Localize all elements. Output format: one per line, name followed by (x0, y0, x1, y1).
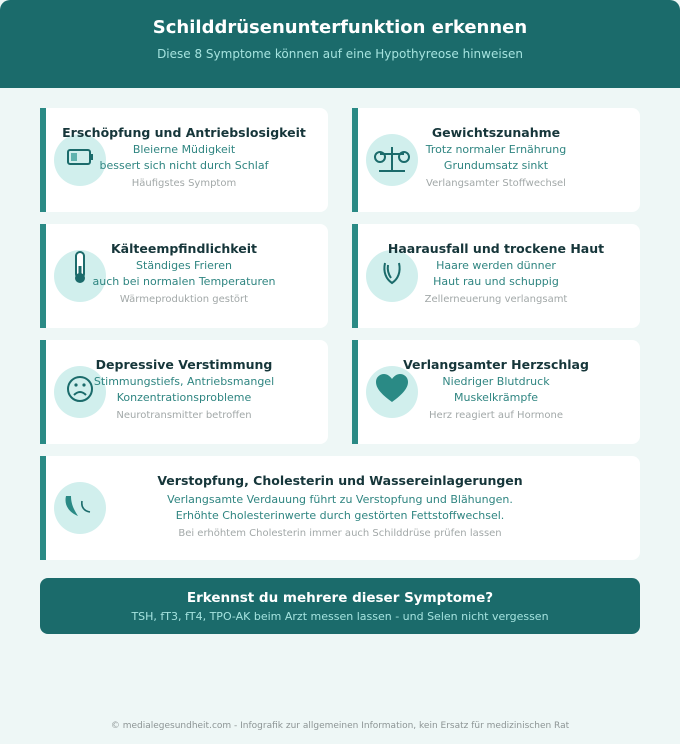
card-line: Haut rau und schuppig (433, 275, 559, 288)
card-line: Konzentrationsprobleme (116, 391, 252, 404)
card-text (352, 357, 640, 423)
card-line: Stimmungstiefs, Antriebsmangel (93, 375, 275, 388)
card-line: bessert sich nicht durch Schlaf (99, 159, 269, 172)
card-line: Trotz normaler Ernährung (425, 143, 567, 156)
card-text (40, 473, 640, 541)
card-note: Wärmeproduktion gestört (119, 294, 249, 305)
card-line: Erhöhte Cholesterinwerte durch gestörten Fettstoffwechsel. (175, 509, 505, 522)
card-text (352, 241, 640, 307)
card-title: Gewichtszunahme (431, 125, 561, 140)
card-text (40, 241, 328, 307)
card-text (40, 357, 328, 423)
page-subtitle: Diese 8 Symptome können auf eine Hypothyreose hinweisen (157, 47, 523, 61)
symptom-card-cold (40, 224, 328, 328)
card-note: Bei erhöhtem Cholesterin immer auch Schilddrüse prüfen lassen (178, 528, 502, 539)
card-note: Häufigstes Symptom (131, 178, 237, 189)
card-note: Neurotransmitter betroffen (116, 410, 252, 421)
card-title: Erschöpfung und Antriebslosigkeit (62, 125, 306, 140)
card-title: Haarausfall und trockene Haut (387, 241, 605, 256)
card-title: Depressive Verstimmung (95, 357, 273, 372)
symptom-card-heart (352, 340, 640, 444)
symptom-card-fatigue (40, 108, 328, 212)
card-title: Verlangsamter Herzschlag (403, 357, 589, 372)
card-text (352, 125, 640, 191)
cta-heading: Erkennst du mehrere dieser Symptome? (186, 590, 494, 606)
cta-text: TSH, fT3, fT4, TPO-AK beim Arzt messen lassen - und Selen nicht vergessen (131, 610, 549, 623)
card-title: Kälteempfindlichkeit (110, 241, 257, 256)
symptom-card-hair (352, 224, 640, 328)
symptom-card-digestion (40, 456, 640, 560)
footer-disclaimer: © medialegesundheit.com - Infografik zur allgemeinen Information, kein Ersatz für medizinischen Rat (110, 721, 570, 731)
card-line: Niedriger Blutdruck (442, 375, 550, 388)
header (0, 0, 680, 88)
card-line: Muskelkrämpfe (454, 391, 538, 404)
card-line: Grundumsatz sinkt (443, 159, 549, 172)
symptom-card-weight (352, 108, 640, 212)
card-line: Ständiges Frieren (136, 259, 232, 272)
card-note: Zellerneuerung verlangsamt (424, 294, 568, 305)
call-to-action-box (40, 578, 640, 634)
card-text (40, 125, 328, 191)
card-note: Verlangsamter Stoffwechsel (426, 178, 566, 189)
page-title: Schilddrüsenunterfunktion erkennen (152, 17, 528, 38)
card-title: Verstopfung, Cholesterin und Wassereinlagerungen (157, 473, 523, 488)
card-note: Herz reagiert auf Hormone (429, 410, 563, 421)
card-line: Haare werden dünner (436, 259, 556, 272)
card-line: auch bei normalen Temperaturen (92, 275, 276, 288)
symptom-card-mood (40, 340, 328, 444)
card-line: Bleierne Müdigkeit (132, 143, 236, 156)
card-line: Verlangsamte Verdauung führt zu Verstopfung und Blähungen. (167, 493, 513, 506)
